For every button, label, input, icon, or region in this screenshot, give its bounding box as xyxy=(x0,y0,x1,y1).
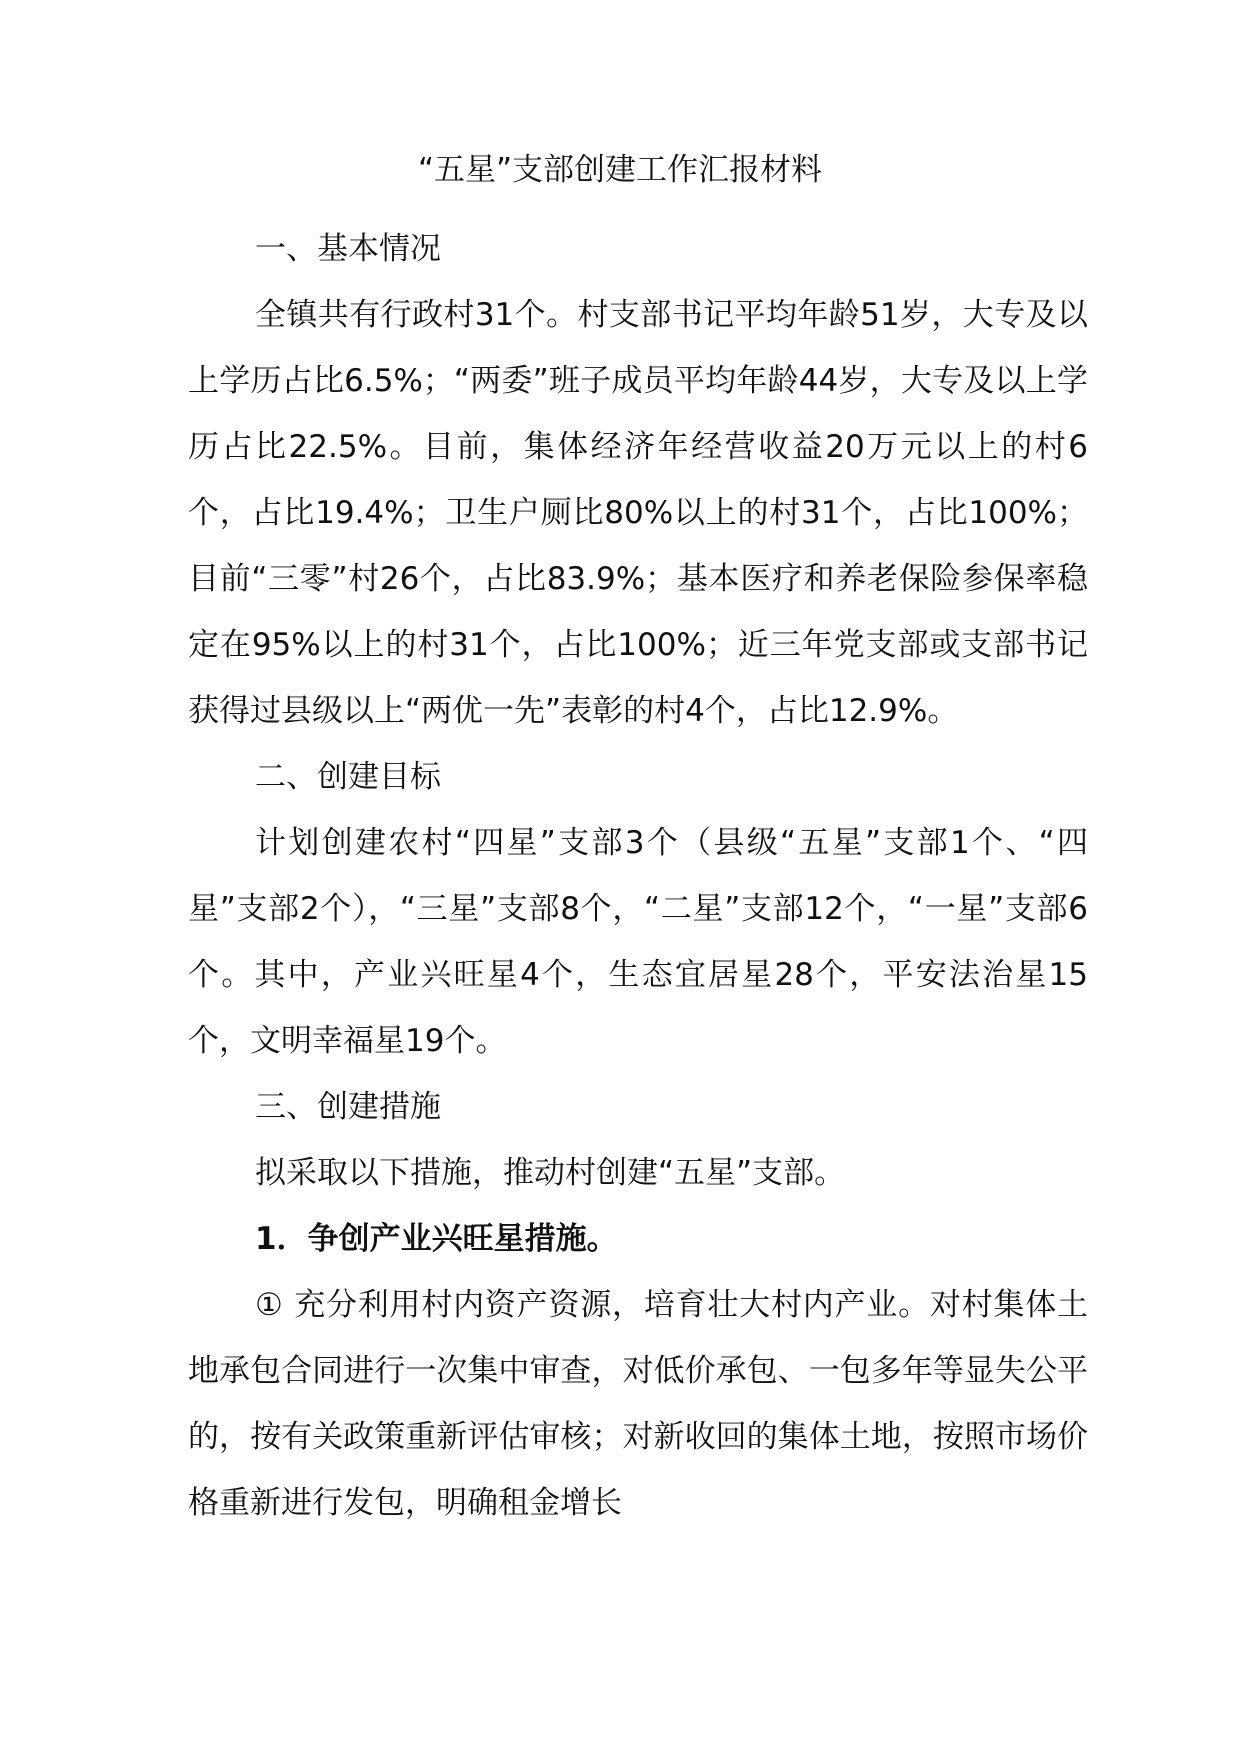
section-heading-basic-situation: 一、基本情况 xyxy=(255,231,441,267)
section-paragraph-creation-goals: 计划创建农村“四星”支部3个（县级“五星”支部1个、“四星”支部2个），“三星”支部8个，“二星”支部12个，“一星”支部6个。其中，产业兴旺星4个，生态宜居星28个，平安法治星15个，文明幸福星19个。 xyxy=(188,825,1088,1059)
section-paragraph-creation-measures: 拟采取以下措施，推动村创建“五星”支部。 xyxy=(255,1155,846,1191)
subparagraph-industry-star: ① 充分利用村内资产资源，培育壮大村内产业。对村集体土地承包合同进行一次集中审查，对低价承包、一包多年等显失公平的，按有关政策重新评估审核；对新收回的集体土地，按照市场价格重新进行发包，明确租金增长 xyxy=(188,1287,1088,1521)
section-paragraph-basic-situation: 全镇共有行政村31个。村支部书记平均年龄51岁，大专及以上学历占比6.5%；“两委”班子成员平均年龄44岁，大专及以上学历占比22.5%。目前，集体经济年经营收益20万元以上的村6个，占比19.4%；卫生户厕比80%以上的村31个，占比100%；目前“三零”村26个，占比83.9%；基本医疗和养老保险参保率稳定在95%以上的村31个，占比100%；近三年党支部或支部书记获得过县级以上“两优一先”表彰的村4个，占比12.9%。 xyxy=(188,297,1088,729)
document-title: “五星”支部创建工作汇报材料 xyxy=(417,152,823,188)
subheading-industry-star: 1．争创产业兴旺星措施。 xyxy=(255,1221,618,1257)
section-heading-creation-goals: 二、创建目标 xyxy=(255,759,441,795)
section-heading-creation-measures: 三、创建措施 xyxy=(255,1089,441,1125)
document-body xyxy=(188,216,1088,1536)
